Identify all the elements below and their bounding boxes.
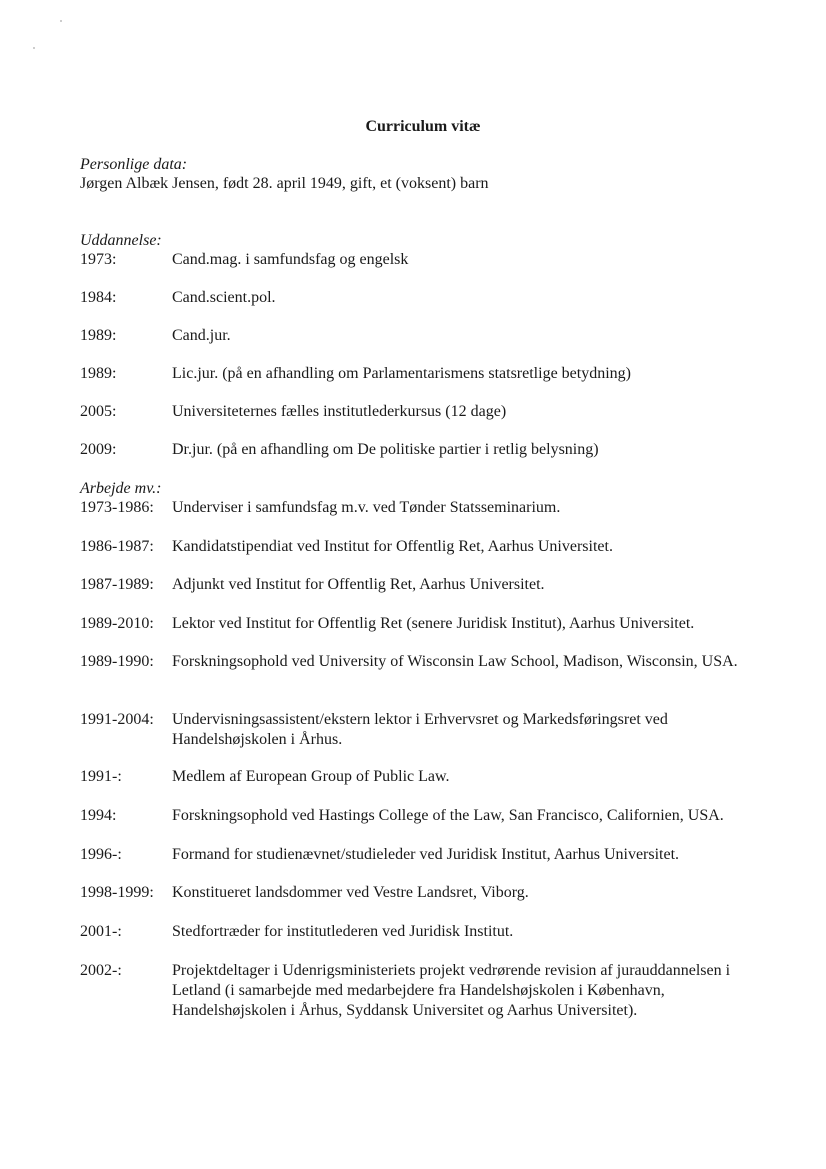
personal-data-text: Jørgen Albæk Jensen, født 28. april 1949, gift, et (voksent) barn [80, 175, 489, 192]
entry-text: Cand.jur. [172, 327, 231, 344]
entry-date: 1998-1999: [80, 884, 154, 901]
entry-date: 2005: [80, 403, 117, 420]
entry-text: Dr.jur. (på en afhandling om De politiske partier i retlig belysning) [172, 441, 599, 458]
entry-text: Konstitueret landsdommer ved Vestre Landsret, Viborg. [172, 884, 529, 901]
scan-speck [60, 20, 62, 22]
entry-text: Undervisningsassistent/ekstern lektor i Erhvervsret og Markedsføringsret ved Handelshøjskolen i Århus. [172, 711, 668, 748]
entry-text: Cand.mag. i samfundsfag og engelsk [172, 251, 409, 268]
entry-date: 1989-2010: [80, 615, 154, 632]
entry-date: 1984: [80, 289, 117, 306]
entry-date: 1989-1990: [80, 653, 154, 670]
entry-date: 2009: [80, 441, 117, 458]
entry-text: Cand.scient.pol. [172, 289, 276, 306]
entry-date: 1991-: [80, 768, 122, 785]
entry-text: Kandidatstipendiat ved Institut for Offentlig Ret, Aarhus Universitet. [172, 538, 613, 555]
entry-text: Lic.jur. (på en afhandling om Parlamentarismens statsretlige betydning) [172, 365, 631, 382]
work-heading: Arbejde mv.: [80, 480, 162, 497]
entry-text: Projektdeltager i Udenrigsministeriets projekt vedrørende revision af jurauddannelsen i Letland (i samarbejde med medarbejdere fra Handelshøjskolen i København, Handelshøjskolen i Århus, Syddansk Universitet og Aarhus Universitet). [172, 962, 731, 1019]
entry-date: 1986-1987: [80, 538, 154, 555]
entry-text: Lektor ved Institut for Offentlig Ret (senere Juridisk Institut), Aarhus Universitet. [172, 615, 695, 632]
entry-text: Stedfortræder for institutlederen ved Juridisk Institut. [172, 923, 514, 940]
entry-text: Forskningsophold ved University of Wisconsin Law School, Madison, Wisconsin, USA. [172, 653, 738, 670]
entry-date: 1994: [80, 807, 117, 824]
entry-text: Adjunkt ved Institut for Offentlig Ret, Aarhus Universitet. [172, 576, 545, 593]
entry-text: Medlem af European Group of Public Law. [172, 768, 450, 785]
entry-date: 2002-: [80, 962, 122, 979]
entry-date: 1987-1989: [80, 576, 154, 593]
entry-date: 1989: [80, 365, 117, 382]
entry-date: 1996-: [80, 846, 122, 863]
entry-text: Formand for studienævnet/studieleder ved Juridisk Institut, Aarhus Universitet. [172, 846, 680, 863]
entry-date: 1989: [80, 327, 117, 344]
scan-speck [33, 47, 35, 49]
entry-date: 1973-1986: [80, 499, 154, 516]
document-title: Curriculum vitæ [365, 118, 481, 135]
personal-data-heading: Personlige data: [80, 156, 188, 173]
entry-date: 1991-2004: [80, 711, 154, 728]
entry-text: Underviser i samfundsfag m.v. ved Tønder Statsseminarium. [172, 499, 561, 516]
entry-date: 2001-: [80, 923, 122, 940]
education-heading: Uddannelse: [80, 232, 162, 249]
entry-date: 1973: [80, 251, 117, 268]
entry-text: Forskningsophold ved Hastings College of the Law, San Francisco, Californien, USA. [172, 807, 724, 824]
entry-text: Universiteternes fælles institutlederkursus (12 dage) [172, 403, 507, 420]
